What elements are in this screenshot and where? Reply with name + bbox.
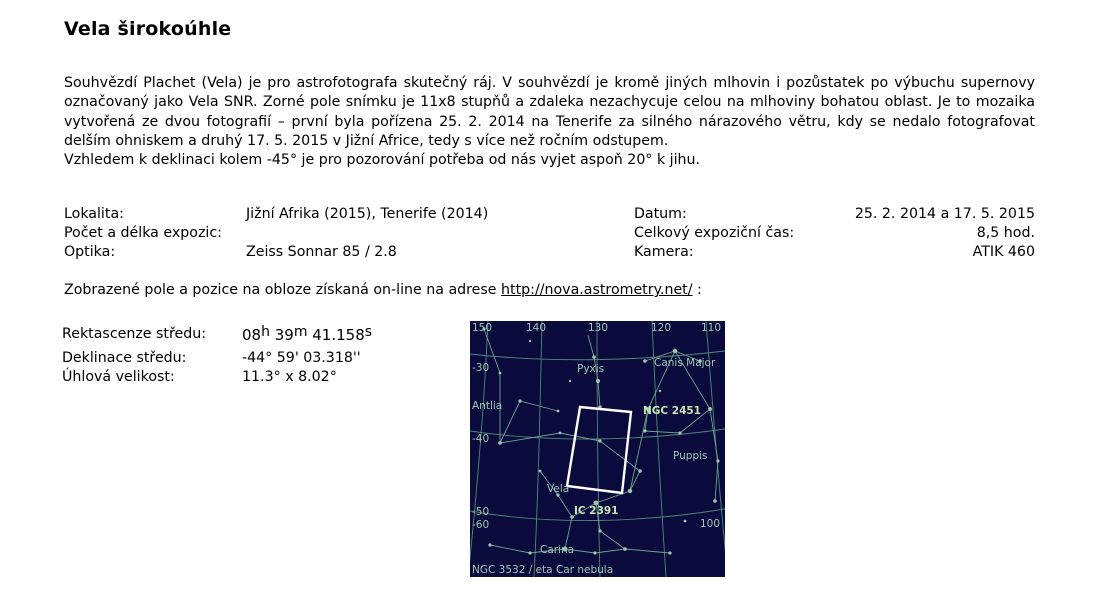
ra-hours-unit: h [261, 324, 270, 340]
astrometry-line [64, 282, 702, 298]
dec-label-2: -40 [472, 433, 490, 445]
constellation-carina: Carina [540, 544, 575, 556]
ra-label-2: 140 [526, 322, 547, 334]
description-paragraph-1: Souhvězdí Plachet (Vela) je pro astrofotografa skutečný ráj. V souhvězdí je kromě jiných mlhovin i pozůstatek po výbuchu supernovy označovaný jako Vela SNR. Zorné pole snímku je 11x8 stupňů a zdaleka nezachycuje celou na mlhoviny bohatou oblast. Je to mozaika vytvořená ze dvou fotografií – první byla pořízena 25. 2. 2014 na Tenerife za silného nárazového větru, kdy se nedalo fotografovat delším ohniskem a druhý 17. 5. 2015 v Jižní Africe, tedy s více než ročním odstupem. [64, 75, 1035, 149]
description [64, 74, 1035, 170]
optika-value: Zeiss Sonnar 85 / 2.8 [246, 244, 397, 260]
datum-value: 25. 2. 2014 a 17. 5. 2015 [854, 206, 1035, 222]
celkovy-value: 8,5 hod. [976, 225, 1035, 241]
dec-label-1: -30 [472, 362, 490, 374]
lokalita-label: Lokalita: [64, 206, 124, 222]
object-ngc-2451: NGC 2451 [643, 405, 701, 417]
info-row-3 [64, 243, 1035, 262]
size-label: Úhlová velikost: [62, 369, 175, 385]
datum-label: Datum: [634, 206, 687, 222]
constellation-vela: Vela [547, 483, 570, 495]
optika-label: Optika: [64, 244, 116, 260]
ra-label: Rektascenze středu: [62, 326, 207, 342]
ra-seconds-unit: s [364, 324, 373, 340]
dec-label-4: -60 [472, 519, 490, 531]
ra-seconds: 41.158 [312, 326, 365, 344]
kamera-label: Kamera: [634, 244, 694, 260]
constellation-canis-major: Canis Major [654, 357, 716, 369]
right-edge-label: 100 [700, 518, 721, 530]
ra-hours: 08 [242, 326, 262, 344]
ra-value [242, 326, 372, 344]
object-ngc-3532: NGC 3532 / eta Car nebula [472, 564, 614, 576]
ra-label-3: 130 [588, 322, 609, 334]
constellation-antlia: Antlia [472, 400, 503, 412]
description-paragraph-2: Vzhledem k deklinaci kolem -45° je pro pozorování potřeba od nás vyjet aspoň 20° k jihu. [64, 152, 701, 169]
page-title: Vela širokoúhle [64, 18, 232, 40]
ra-minutes-unit: m [293, 324, 308, 340]
astrometry-text: Zobrazené pole a pozice na obloze získaná on-line na adrese [64, 282, 497, 298]
celkovy-label: Celkový expoziční čas: [634, 225, 795, 241]
info-row-2 [64, 224, 1035, 243]
astrometry-suffix: : [692, 282, 702, 298]
dec-label-3: -50 [472, 506, 490, 518]
ra-label-4: 120 [651, 322, 672, 334]
lokalita-value: Jižní Afrika (2015), Tenerife (2014) [246, 206, 489, 222]
ra-label-5: 110 [701, 322, 722, 334]
dec-label: Deklinace středu: [62, 350, 187, 366]
constellation-pyxis: Pyxis [577, 363, 605, 375]
dec-value: -44° 59' 03.318'' [242, 350, 361, 366]
sky-map-image [470, 321, 725, 577]
info-table [64, 205, 1035, 262]
constellation-puppis: Puppis [673, 450, 708, 462]
info-row-1 [64, 205, 1035, 224]
page-content [64, 18, 1035, 298]
ra-label-1: 150 [472, 322, 493, 334]
kamera-value: ATIK 460 [972, 244, 1035, 260]
size-value: 11.3° x 8.02° [242, 369, 337, 385]
pocet-label: Počet a délka expozic: [64, 225, 222, 241]
object-ic-2391: IC 2391 [574, 505, 619, 517]
astrometry-link[interactable]: http://nova.astrometry.net/ [501, 282, 693, 298]
ra-minutes: 39 [274, 326, 294, 344]
